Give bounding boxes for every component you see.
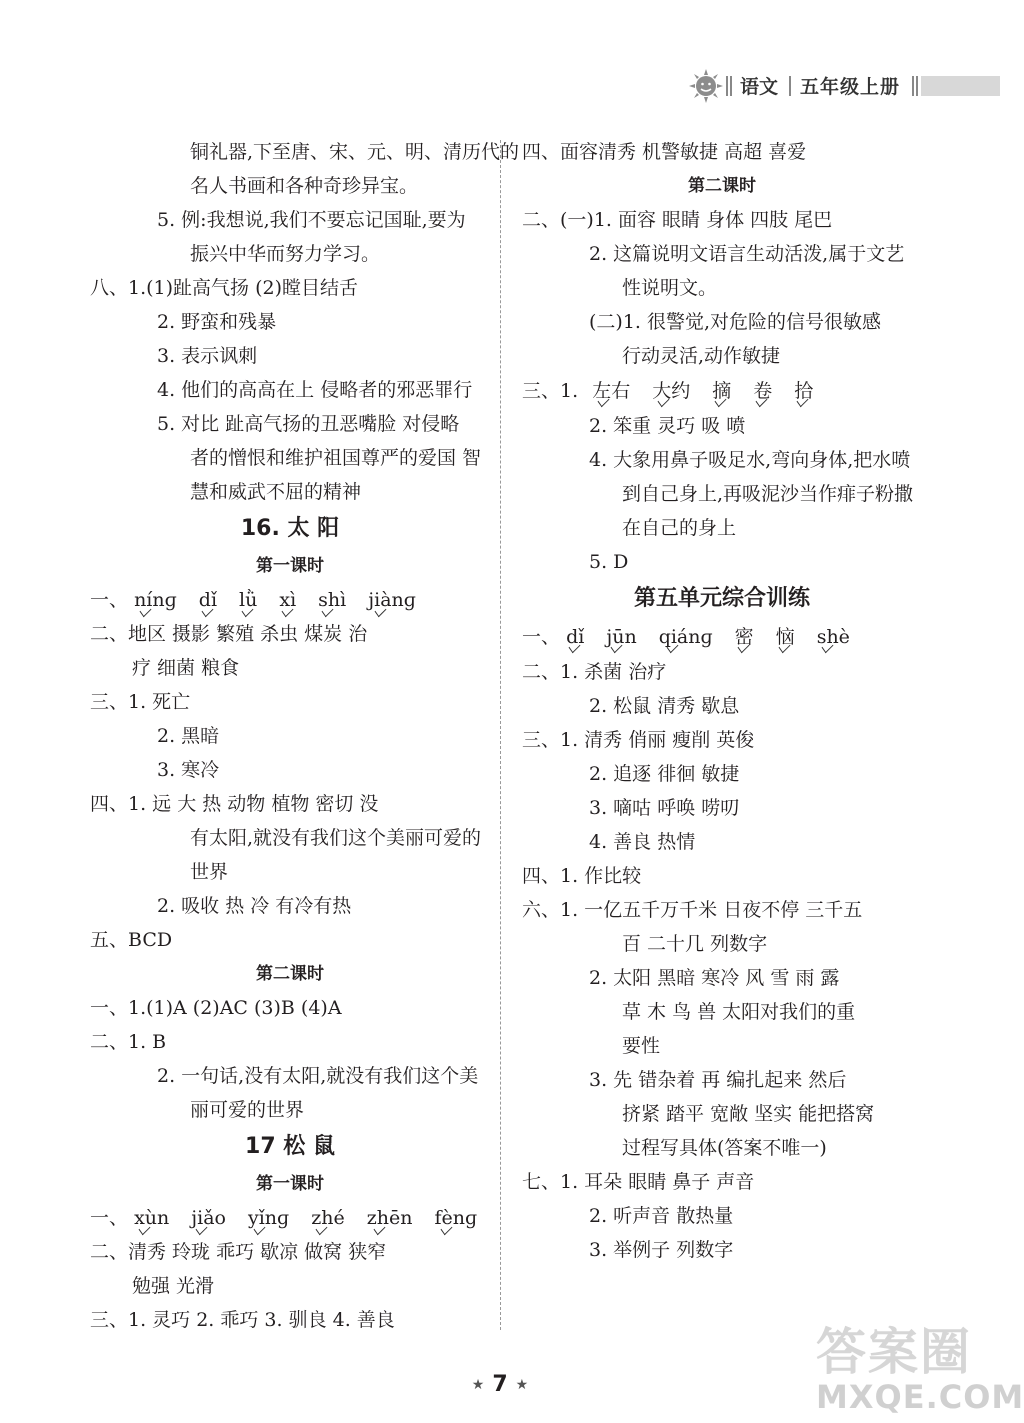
answer-line: 2. 太阳 黑暗 寒冷 风 雪 雨 露 — [589, 967, 840, 989]
answer-line: 二、1. 杀菌 治疗 — [522, 661, 667, 683]
answer-line: 过程写具体(答案不唯一) — [622, 1137, 827, 1159]
answer-line: 2. 松鼠 清秀 歇息 — [589, 695, 740, 717]
column-divider — [500, 140, 501, 1330]
answer-item: 摘 — [712, 373, 731, 409]
answer-line: 2. 黑暗 — [157, 725, 220, 747]
answer-item: 恼 — [776, 619, 795, 655]
answer-item: jiǎo — [191, 1201, 226, 1235]
answer-line: 2. 野蛮和残暴 — [157, 311, 277, 333]
header-subject: 语文 — [740, 76, 779, 98]
answer-item: lǜ — [239, 583, 257, 617]
header-bars-right — [912, 76, 918, 96]
answer-line: 草 木 鸟 兽 太阳对我们的重 — [622, 1001, 856, 1023]
answer-line: 行动灵活,动作敏捷 — [622, 345, 781, 367]
answer-item: 大约 — [652, 373, 690, 409]
answer-item: shì — [318, 583, 346, 617]
answer-line: 振兴中华而努力学习。 — [190, 243, 381, 265]
answer-line: 四、1. 作比较 — [522, 865, 642, 887]
answer-line: 2. 听声音 散热量 — [589, 1205, 734, 1227]
watermark — [812, 1312, 1024, 1423]
watermark-logo-text: 答案圈 — [816, 1323, 972, 1381]
answer-line: 性说明文。 — [622, 277, 718, 299]
answer-line: 在自己的身上 — [622, 517, 737, 539]
pinyin-group — [134, 1201, 499, 1235]
answer-item: 拾 — [794, 373, 813, 409]
answer-line: 三、1. 清秀 俏丽 瘦削 英俊 — [522, 729, 755, 751]
answer-line: 五、BCD — [90, 929, 173, 951]
answer-line: 一、1.(1)A (2)AC (3)B (4)A — [90, 997, 342, 1019]
answer-item: shè — [817, 619, 850, 655]
lesson-16-answers — [90, 617, 490, 957]
answer-line: 3. 寒冷 — [157, 759, 220, 781]
answer-item: jiànɡ — [368, 583, 416, 617]
answer-line: 世界 — [190, 861, 229, 883]
answer-line: 二、地区 摄影 繁殖 杀虫 煤炭 治 — [90, 623, 368, 645]
page-number-value: 7 — [492, 1372, 508, 1397]
answer-line: 六、1. 一亿五千万千米 日夜不停 三千五 — [522, 899, 863, 921]
answer-item: 密 — [735, 619, 754, 655]
answer-line: (二)1. 很警觉,对危险的信号很敏感 — [589, 311, 882, 333]
answer-item: yǐnɡ — [248, 1201, 289, 1235]
answer-line: 要性 — [622, 1035, 661, 1057]
lesson-17-title: 17 松 鼠 — [245, 1134, 335, 1159]
answer-line: 2. 追逐 徘徊 敏捷 — [589, 763, 740, 785]
answer-item: fènɡ — [434, 1201, 477, 1235]
answer-line: 慧和威武不屈的精神 — [190, 481, 362, 503]
answer-item: jūn — [606, 619, 636, 655]
answer-line: 二、(一)1. 面容 眼睛 身体 四肢 尾巴 — [522, 209, 833, 231]
sun-logo-icon — [688, 68, 724, 104]
answer-item: nínɡ — [134, 583, 177, 617]
pinyin-group — [134, 583, 438, 617]
answer-item: qiánɡ — [659, 619, 713, 655]
marked-items — [592, 373, 835, 409]
left-top-block — [90, 135, 520, 509]
answer-line: 三、1. 死亡 — [90, 691, 191, 713]
answer-line: 3. 先 错杂着 再 编扎起来 然后 — [589, 1069, 847, 1091]
unit-answers — [522, 655, 922, 1267]
answer-item: xùn — [134, 1201, 169, 1235]
answer-line: 百 二十几 列数字 — [622, 933, 768, 955]
answer-line: 3. 表示讽刺 — [157, 345, 258, 367]
answer-line: 二、1. B — [90, 1031, 167, 1053]
lesson-16-title: 16. 太 阳 — [240, 516, 340, 541]
lesson-16-answers-2 — [90, 991, 490, 1127]
answer-line: 铜礼器,下至唐、宋、元、明、清历代的 — [190, 141, 520, 163]
lesson-17-answers-2 — [522, 203, 922, 373]
question-label: 一、 — [90, 589, 129, 611]
answer-item: dǐ — [566, 619, 584, 655]
answer-item: 左右 — [592, 373, 630, 409]
question-label: 一、 — [522, 626, 561, 648]
lesson-17-period-1: 第一课时 — [256, 1174, 324, 1194]
lesson-17-period-2: 第二课时 — [688, 176, 756, 196]
lesson-17-pinyin-line — [90, 1201, 490, 1235]
question-label: 一、 — [90, 1207, 129, 1229]
header-band — [921, 76, 1000, 96]
answer-line: 四、1. 远 大 热 动物 植物 密切 没 — [90, 793, 379, 815]
question-label: 三、1. — [522, 380, 579, 402]
answer-line: 者的憎恨和维护祖国尊严的爱国 智 — [190, 447, 482, 469]
q3-marked-line — [522, 373, 922, 409]
answer-line: 勉强 光滑 — [132, 1275, 215, 1297]
answer-line: 三、1. 灵巧 2. 乖巧 3. 驯良 4. 善良 — [90, 1309, 395, 1331]
answer-line: 2. 一句话,没有太阳,就没有我们这个美 — [157, 1065, 479, 1087]
marked-items — [566, 619, 872, 655]
lesson-16-period-2: 第二课时 — [256, 964, 324, 984]
header-separator — [789, 76, 791, 96]
unit-title: 第五单元综合训练 — [633, 586, 810, 611]
answer-line: 疗 细菌 粮食 — [132, 657, 240, 679]
lesson-17-answers-3 — [522, 409, 922, 579]
answer-line: 二、清秀 玲珑 乖巧 歇凉 做窝 狭窄 — [90, 1241, 387, 1263]
answer-item: dǐ — [199, 583, 217, 617]
answer-line: 名人书画和各种奇珍异宝。 — [190, 175, 419, 197]
answer-line: 四、面容清秀 机警敏捷 高超 喜爱 — [522, 141, 807, 163]
answer-line: 5. 对比 趾高气扬的丑恶嘴脸 对侵略 — [157, 413, 460, 435]
answer-item: xì — [279, 583, 296, 617]
header-grade: 五年级上册 — [800, 76, 901, 98]
lesson-17-answers — [90, 1235, 490, 1337]
answer-line: 4. 善良 热情 — [589, 831, 696, 853]
answer-item: zhé — [311, 1201, 345, 1235]
header-bars — [726, 76, 732, 96]
answer-item: zhēn — [367, 1201, 413, 1235]
page-header — [688, 66, 1000, 106]
answer-line: 4. 他们的高高在上 侵略者的邪恶罪行 — [157, 379, 473, 401]
answer-line: 5. D — [589, 551, 629, 573]
unit-pinyin-line — [522, 619, 922, 655]
lesson-16-pinyin-line — [90, 583, 490, 617]
answer-line: 5. 例:我想说,我们不要忘记国耻,要为 — [157, 209, 466, 231]
lesson-16-period-1: 第一课时 — [256, 556, 324, 576]
star-icon: ★ — [515, 1377, 529, 1393]
answer-line: 3. 嘀咕 呼唤 唠叨 — [589, 797, 740, 819]
answer-line: 丽可爱的世界 — [190, 1099, 305, 1121]
answer-line: 2. 这篇说明文语言生动活泼,属于文艺 — [589, 243, 905, 265]
answer-line: 到自己身上,再吸泥沙当作痱子粉撒 — [622, 483, 914, 505]
watermark-url: MXQE.COM — [816, 1378, 1024, 1416]
answer-line: 有太阳,就没有我们这个美丽可爱的 — [190, 827, 482, 849]
star-icon: ★ — [471, 1377, 485, 1393]
answer-line: 3. 举例子 列数字 — [589, 1239, 734, 1261]
left-column — [90, 135, 520, 1337]
right-column — [522, 135, 922, 1267]
answer-line: 七、1. 耳朵 眼睛 鼻子 声音 — [522, 1171, 755, 1193]
answer-line: 2. 吸收 热 冷 有冷有热 — [157, 895, 352, 917]
answer-line: 2. 笨重 灵巧 吸 喷 — [589, 415, 746, 437]
answer-line: 挤紧 踏平 宽敞 坚实 能把搭窝 — [622, 1103, 875, 1125]
answer-line: 4. 大象用鼻子吸足水,弯向身体,把水喷 — [589, 449, 911, 471]
answer-item: 卷 — [753, 373, 772, 409]
answer-line: 八、1.(1)趾高气扬 (2)瞠目结舌 — [90, 277, 358, 299]
